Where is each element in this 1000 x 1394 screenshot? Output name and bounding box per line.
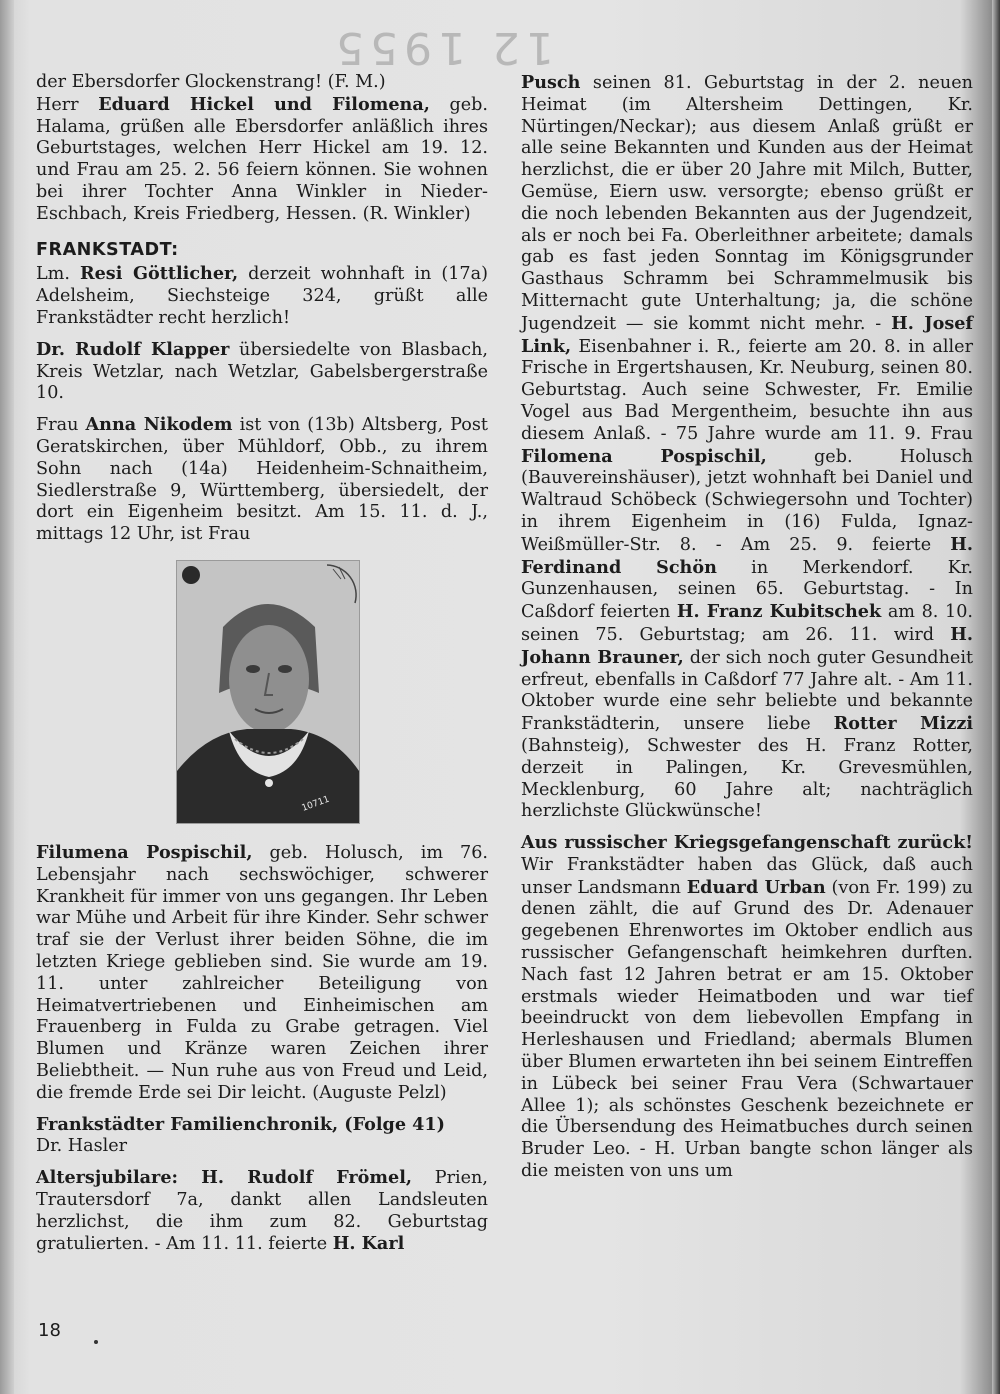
portrait-illustration xyxy=(177,561,359,823)
paragraph-birthdays: Pusch seinen 81. Geburtstag in der 2. neuen Heimat (im Altersheim Dettingen, Kr. Nürtingen/Neckar); aus diesem Anlaß grüßt er alle seine Bekannten und Kunden aus der Heimat herzlichst, die er über 20 Jahre mit Milch, Butter, Gemüse, Eiern usw. versorgte; ebenso grüßt er die noch lebenden Bekannten aus der Jugendzeit, als er noch bei Fa. Oberleithner arbeitete; damals gab es fast jeden Sonntag im Königsgrunder Gasthaus Schramm bei Schrammelmusik bis Mitternacht gute Unterhaltung; ja, die schöne Jugendzeit — sie kommt nicht mehr. - H. Josef Link, Eisenbahner i. R., feierte am 20. 8. in aller Frische in Ergertshausen, Kr. Neuburg, seinen 80. Geburtstag. Auch seine Schwester, Fr. Emilie Vogel aus Bad Mergentheim, besuchte ihn aus diesem Anlaß. - 75 Jahre wurde am 11. 9. Frau Filomena Pospischil, geb. Holusch (Bauvereinshäuser), jetzt wohnhaft bei Daniel und Waltraud Schöbeck (Schwiegersohn und Tochter) in ihrem Eigenheim in (16) Fulda, Ignaz-Weißmüller-Str. 8. - Am 25. 9. feierte H. Ferdinand Schön in Merkendorf. Kr. Gunzenhausen, seinen 65. Geburtstag. - In Caßdorf feierten H. Franz Kubitschek am 8. 10. seinen 75. Geburtstag; am 26. 11. wird H. Johann Brauner, der sich noch guter Gesundheit erfreut, ebenfalls in Caßdorf 77 Jahre alt. - Am 11. Oktober wurde eine sehr beliebte und bekannte Frankstädterin, unsere liebe Rotter Mizzi (Bahnsteig), Schwester des H. Franz Rotter, derzeit in Palingen, Kr. Grevesmühlen, Mecklenburg, 60 Jahre alt; nachträglich herzlichste Glückwünsche! xyxy=(521,72,974,822)
portrait-photo-container xyxy=(36,560,488,828)
paragraph-familienchronik: Frankstädter Familienchronik, (Folge 41) Dr. Hasler xyxy=(36,1113,445,1157)
right-column xyxy=(521,72,973,1183)
name-eduard-hickel: Eduard Hickel und Filomena, xyxy=(98,93,430,115)
name-resi-goettlicher: Resi Göttlicher, xyxy=(79,263,239,285)
name-rudolf-froemel: Altersjubilare: H. Rudolf Frömel, xyxy=(36,1167,413,1189)
paragraph-nikodem: Frau Anna Nikodem ist von (13b) Altsberg, Post Geratskirchen, über Mühldorf, Obb., zu ihrem Sohn nach (14a) Heidenheim-Schnaitheim, Siedlerstraße 9, Württemberg, übersiedelt, der dort ein Eigenheim besitzt. Am 15. 11. d. J., mittags 12 Uhr, ist Frau xyxy=(36,414,488,545)
name-anna-nikodem: Anna Nikodem xyxy=(85,414,233,436)
paragraph-glockenstrang: der Ebersdorfer Glockenstrang! (F. M.) xyxy=(36,72,386,92)
left-column xyxy=(36,72,488,1256)
paragraph-kriegsgefangenschaft: Aus russischer Kriegsgefangenschaft zurück! Wir Frankstädter haben das Glück, daß auch unser Landsmann Eduard Urban (von Fr. 199) zu denen zählt, die auf Grund des Dr. Adenauer gegebenen Ehrenwortes im Oktober endlich aus russischer Gefangenschaft heimkehren durften. Nach fast 12 Jahren betrat er am 15. Oktober erstmals wieder Heimatboden und war tief beeindruckt von dem liebevollen Empfang in Herleshausen und Friedland; abermals Blumen über Blumen erwarteten ihn bei seinem Eintreffen in Lübeck bei seiner Frau Vera (Schwartauer Allee 1); als schönstes Geschenk bezeichnete er die Übersendung des Heimatbuches durch seinen Bruder Leo. - H. Urban bangte schon länger als die meisten von uns um xyxy=(521,832,973,1182)
paragraph-goettlicher: Lm. Resi Göttlicher, derzeit wohnhaft in (17a) Adelsheim, Siechsteige 324, grüßt alle Frankstädter recht herzlich! xyxy=(36,263,488,328)
name-filumena-pospischil: Filumena Pospischil, xyxy=(36,841,253,863)
paragraph-klapper: Dr. Rudolf Klapper übersiedelte von Blasbach, Kreis Wetzlar, nach Wetzlar, Gabelsbergerstraße 10. xyxy=(36,338,488,404)
page-edge-shadow xyxy=(992,0,1000,1394)
page-binding-shadow xyxy=(0,0,14,1394)
photo-number: 10711 xyxy=(300,794,331,814)
section-heading-frankstadt: FRANKSTADT: xyxy=(36,239,179,260)
paragraph-hickel: Herr Eduard Hickel und Filomena, geb. Halama, grüßen alle Ebersdorfer anläßlich ihres Geburtstages, welchen Herr Hickel am 19. 12. und Frau am 25. 2. 56 feiern können. Sie wohnen bei ihrer Tochter Anna Winkler in Nieder-Eschbach, Kreis Friedberg, Hessen. (R. Winkler) xyxy=(36,93,488,224)
paragraph-pospischil-obituary: Filumena Pospischil, geb. Holusch, im 76. Lebensjahr nach sechswöchiger, schwerer Krankheit für immer von uns gegangen. Ihr Leben war Mühe und Arbeit für ihre Kinder. Sehr schwer traf sie der Verlust ihrer beiden Söhne, die im letzten Kriege geblieben sind. Sie wurde am 19. 11. unter zahlreicher Beteiligung von Heimatvertriebenen und Einheimischen am Frauenberg in Fulda zu Grabe getragen. Viel Blumen und Kränze waren Zeichen ihrer Beliebtheit. — Nun ruhe aus von Freud und Leid, die fremde Erde sei Dir leicht. (Auguste Pelzl) xyxy=(36,841,489,1103)
heading-kriegsgefangenschaft: Aus russischer Kriegsgefangenschaft zurück! xyxy=(521,832,973,854)
print-speck xyxy=(94,1340,98,1344)
name-karl-pusch-start: H. Karl xyxy=(332,1233,405,1255)
heading-familienchronik: Frankstädter Familienchronik, (Folge 41) xyxy=(36,1113,445,1135)
paragraph-altersjubilare: Altersjubilare: H. Rudolf Frömel, Prien, Trautersdorf 7a, dankt allen Landsleuten herzlichst, die ihm zum 82. Geburtstag gratulierten. - Am 11. 11. feierte H. Karl xyxy=(36,1167,488,1255)
portrait-photo xyxy=(176,560,360,824)
page-number: 18 xyxy=(38,1320,61,1341)
name-rudolf-klapper: Dr. Rudolf Klapper xyxy=(36,338,230,360)
name-eduard-urban: Eduard Urban xyxy=(686,876,826,898)
faded-date-stamp: 12 1955 xyxy=(330,22,554,73)
